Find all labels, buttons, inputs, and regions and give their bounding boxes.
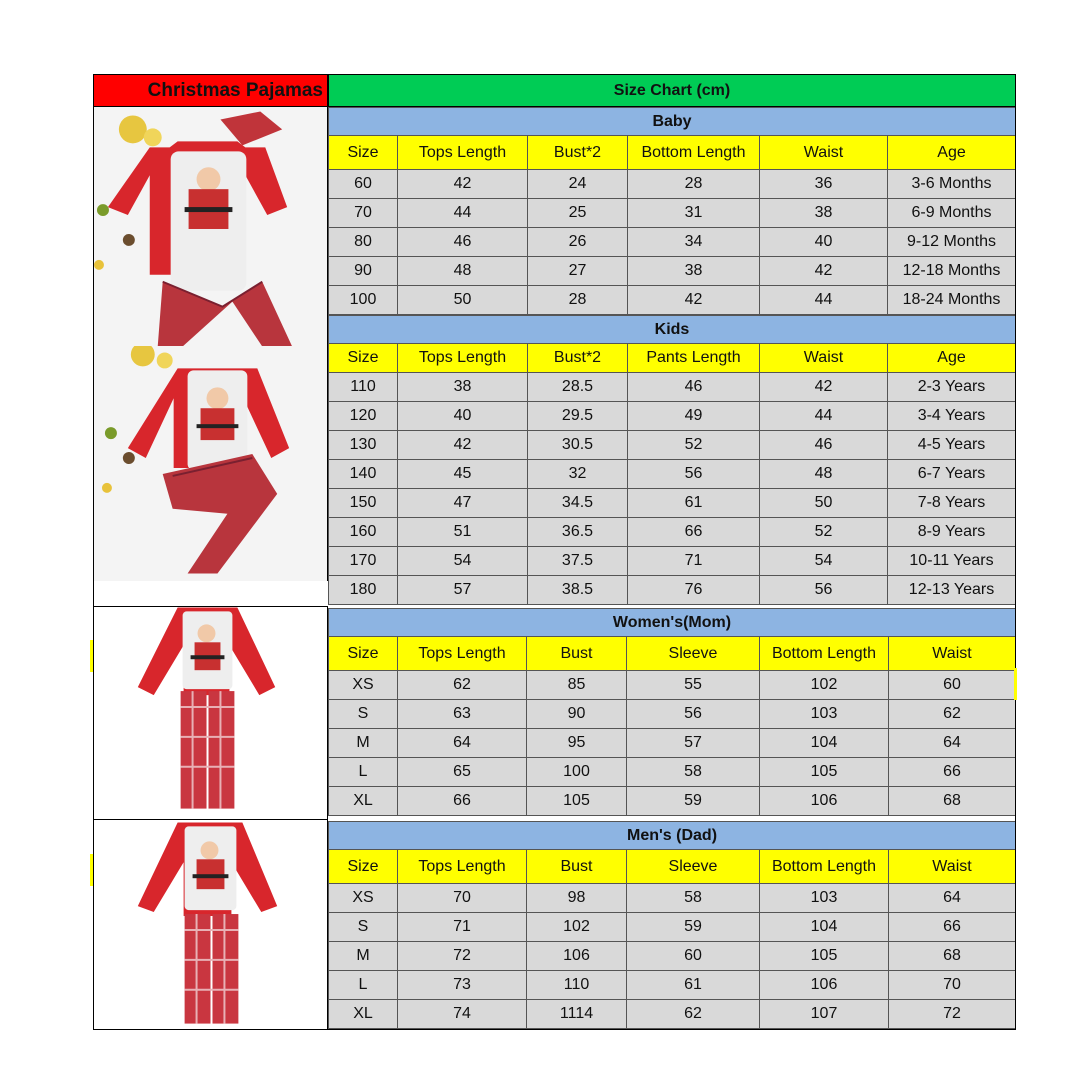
table-cell: 46: [760, 431, 888, 460]
table-cell: 58: [627, 884, 760, 913]
table-cell: 42: [398, 170, 528, 199]
table-cell: 42: [398, 431, 528, 460]
table-cell: 62: [627, 1000, 760, 1029]
header-cell: Tops Length: [398, 850, 527, 884]
table-row: [328, 1000, 1016, 1029]
table-cell: 50: [760, 489, 888, 518]
table-cell: 110: [328, 373, 398, 402]
table-cell: 42: [628, 286, 760, 315]
table-cell: 6-9 Months: [888, 199, 1016, 228]
table-cell: 100: [527, 758, 627, 787]
table-cell: 52: [760, 518, 888, 547]
table-cell: 66: [398, 787, 527, 816]
left-border: [93, 74, 94, 1030]
table-row: [328, 942, 1016, 971]
table-cell: 59: [627, 787, 760, 816]
table-cell: 60: [328, 170, 398, 199]
table-cell: 102: [760, 671, 889, 700]
header-cell: Sleeve: [627, 637, 760, 671]
table-row: [328, 170, 1016, 199]
table-cell: 68: [889, 787, 1016, 816]
table-cell: 68: [889, 942, 1016, 971]
header-cell: Bust*2: [528, 136, 628, 170]
table-cell: 59: [627, 913, 760, 942]
table-cell: 105: [760, 942, 889, 971]
table-cell: 70: [889, 971, 1016, 1000]
table-cell: 72: [398, 942, 527, 971]
table-cell: 80: [328, 228, 398, 257]
table-cell: 61: [628, 489, 760, 518]
table-cell: 30.5: [528, 431, 628, 460]
table-row: [328, 489, 1016, 518]
chart-brand-title: Christmas Pajamas: [93, 74, 328, 107]
table-cell: 102: [527, 913, 627, 942]
table-cell: 29.5: [528, 402, 628, 431]
header-cell: Size: [328, 850, 398, 884]
table-cell: S: [328, 700, 398, 729]
table-cell: 64: [889, 729, 1016, 758]
section-women: Women's(Mom): [328, 608, 1016, 637]
table-row: [328, 373, 1016, 402]
table-cell: 103: [760, 884, 889, 913]
header-cell: Size: [328, 136, 398, 170]
header-cell: Tops Length: [398, 136, 528, 170]
table-cell: 40: [760, 228, 888, 257]
table-cell: 12-13 Years: [888, 576, 1016, 605]
table-row: [328, 700, 1016, 729]
table-cell: 104: [760, 729, 889, 758]
table-cell: 104: [760, 913, 889, 942]
table-cell: 90: [527, 700, 627, 729]
header-cell: Age: [888, 136, 1016, 170]
table-cell: 48: [398, 257, 528, 286]
table-cell: 8-9 Years: [888, 518, 1016, 547]
table-row: [328, 257, 1016, 286]
table-row: [328, 758, 1016, 787]
table-row: [328, 228, 1016, 257]
header-cell: Waist: [760, 344, 888, 373]
table-cell: 54: [398, 547, 528, 576]
highlight-mark: [90, 854, 93, 886]
table-cell: 38: [398, 373, 528, 402]
right-border: [1015, 74, 1016, 1030]
table-cell: 44: [398, 199, 528, 228]
table-cell: 66: [889, 913, 1016, 942]
table-row: [328, 286, 1016, 315]
table-cell: 42: [760, 373, 888, 402]
header-cell: Bottom Length: [628, 136, 760, 170]
table-cell: 60: [889, 671, 1016, 700]
table-cell: 6-7 Years: [888, 460, 1016, 489]
table-cell: 57: [627, 729, 760, 758]
table-cell: 27: [528, 257, 628, 286]
header-cell: Size: [328, 344, 398, 373]
table-cell: 26: [528, 228, 628, 257]
table-cell: XS: [328, 884, 398, 913]
table-cell: 57: [398, 576, 528, 605]
table-cell: 44: [760, 286, 888, 315]
table-cell: 25: [528, 199, 628, 228]
table-cell: 64: [889, 884, 1016, 913]
table-cell: 3-6 Months: [888, 170, 1016, 199]
table-cell: 180: [328, 576, 398, 605]
table-cell: 56: [760, 576, 888, 605]
table-cell: 46: [398, 228, 528, 257]
table-cell: 106: [760, 971, 889, 1000]
table-cell: 66: [628, 518, 760, 547]
table-cell: 106: [760, 787, 889, 816]
table-cell: 51: [398, 518, 528, 547]
kids-header-row: [328, 344, 1016, 373]
bottom-border: [93, 1029, 1016, 1030]
header-cell: Pants Length: [628, 344, 760, 373]
table-cell: 38.5: [528, 576, 628, 605]
men-header-row: [328, 850, 1016, 884]
table-cell: 56: [627, 700, 760, 729]
table-cell: XS: [328, 671, 398, 700]
header-cell: Tops Length: [398, 344, 528, 373]
women-header-row: [328, 637, 1016, 671]
header-cell: Bottom Length: [760, 637, 889, 671]
table-row: [328, 431, 1016, 460]
table-cell: 34.5: [528, 489, 628, 518]
table-cell: 120: [328, 402, 398, 431]
table-cell: 38: [628, 257, 760, 286]
table-row: [328, 884, 1016, 913]
table-row: [328, 729, 1016, 758]
table-cell: 38: [760, 199, 888, 228]
table-cell: 65: [398, 758, 527, 787]
table-cell: 44: [760, 402, 888, 431]
table-cell: 63: [398, 700, 527, 729]
table-cell: 107: [760, 1000, 889, 1029]
table-cell: 95: [527, 729, 627, 758]
table-cell: 4-5 Years: [888, 431, 1016, 460]
table-cell: 56: [628, 460, 760, 489]
table-cell: 55: [627, 671, 760, 700]
women-pajama-photo: [93, 607, 328, 820]
section-men: Men's (Dad): [328, 821, 1016, 850]
table-cell: 49: [628, 402, 760, 431]
table-cell: 106: [527, 942, 627, 971]
header-cell: Waist: [889, 850, 1016, 884]
table-cell: M: [328, 729, 398, 758]
header-cell: Waist: [760, 136, 888, 170]
table-cell: 45: [398, 460, 528, 489]
table-cell: 48: [760, 460, 888, 489]
table-cell: 103: [760, 700, 889, 729]
table-cell: 66: [889, 758, 1016, 787]
table-cell: 31: [628, 199, 760, 228]
table-row: [328, 576, 1016, 605]
table-cell: 52: [628, 431, 760, 460]
table-cell: 170: [328, 547, 398, 576]
header-cell: Tops Length: [398, 637, 527, 671]
table-cell: 36: [760, 170, 888, 199]
table-row: [328, 913, 1016, 942]
table-cell: 140: [328, 460, 398, 489]
photo-separator: [93, 606, 328, 607]
table-cell: 62: [398, 671, 527, 700]
table-cell: 28: [628, 170, 760, 199]
header-cell: Age: [888, 344, 1016, 373]
table-cell: 54: [760, 547, 888, 576]
chart-main-title: Size Chart (cm): [328, 74, 1016, 107]
table-cell: 71: [398, 913, 527, 942]
header-cell: Waist: [889, 637, 1016, 671]
table-row: [328, 671, 1016, 700]
table-cell: 130: [328, 431, 398, 460]
kids-pajama-photo: [93, 346, 328, 581]
table-cell: 28: [528, 286, 628, 315]
table-cell: 3-4 Years: [888, 402, 1016, 431]
table-cell: 71: [628, 547, 760, 576]
table-cell: M: [328, 942, 398, 971]
table-cell: 36.5: [528, 518, 628, 547]
table-cell: 18-24 Months: [888, 286, 1016, 315]
table-cell: 150: [328, 489, 398, 518]
table-cell: 47: [398, 489, 528, 518]
section-kids: Kids: [328, 315, 1016, 344]
table-cell: 60: [627, 942, 760, 971]
table-cell: 73: [398, 971, 527, 1000]
table-cell: XL: [328, 787, 398, 816]
photo-separator: [93, 819, 328, 820]
table-cell: 50: [398, 286, 528, 315]
table-cell: 70: [398, 884, 527, 913]
table-cell: 34: [628, 228, 760, 257]
table-cell: 2-3 Years: [888, 373, 1016, 402]
table-row: [328, 518, 1016, 547]
table-row: [328, 787, 1016, 816]
table-cell: 62: [889, 700, 1016, 729]
table-cell: 74: [398, 1000, 527, 1029]
table-cell: XL: [328, 1000, 398, 1029]
table-cell: 9-12 Months: [888, 228, 1016, 257]
header-cell: Bust*2: [528, 344, 628, 373]
table-row: [328, 971, 1016, 1000]
table-cell: 105: [527, 787, 627, 816]
table-cell: L: [328, 758, 398, 787]
table-cell: 100: [328, 286, 398, 315]
table-cell: 64: [398, 729, 527, 758]
baby-romper-photo: [93, 107, 328, 346]
table-cell: 28.5: [528, 373, 628, 402]
header-cell: Bust: [527, 637, 627, 671]
table-cell: 40: [398, 402, 528, 431]
men-pajama-photo: [93, 820, 328, 1030]
table-cell: 85: [527, 671, 627, 700]
table-cell: L: [328, 971, 398, 1000]
table-cell: 58: [627, 758, 760, 787]
baby-header-row: [328, 136, 1016, 170]
table-cell: 72: [889, 1000, 1016, 1029]
table-cell: S: [328, 913, 398, 942]
header-cell: Bust: [527, 850, 627, 884]
table-cell: 42: [760, 257, 888, 286]
highlight-mark: [90, 640, 93, 672]
table-cell: 105: [760, 758, 889, 787]
table-cell: 12-18 Months: [888, 257, 1016, 286]
table-cell: 98: [527, 884, 627, 913]
table-cell: 70: [328, 199, 398, 228]
table-cell: 160: [328, 518, 398, 547]
table-cell: 61: [627, 971, 760, 1000]
header-cell: Size: [328, 637, 398, 671]
table-row: [328, 402, 1016, 431]
table-row: [328, 460, 1016, 489]
highlight-mark: [1014, 668, 1017, 700]
table-cell: 46: [628, 373, 760, 402]
header-cell: Sleeve: [627, 850, 760, 884]
table-cell: 110: [527, 971, 627, 1000]
table-row: [328, 547, 1016, 576]
table-cell: 90: [328, 257, 398, 286]
table-cell: 76: [628, 576, 760, 605]
table-cell: 32: [528, 460, 628, 489]
table-cell: 7-8 Years: [888, 489, 1016, 518]
table-row: [328, 199, 1016, 228]
table-cell: 1114: [527, 1000, 627, 1029]
header-cell: Bottom Length: [760, 850, 889, 884]
table-cell: 37.5: [528, 547, 628, 576]
table-cell: 10-11 Years: [888, 547, 1016, 576]
section-baby: Baby: [328, 107, 1016, 136]
table-cell: 24: [528, 170, 628, 199]
